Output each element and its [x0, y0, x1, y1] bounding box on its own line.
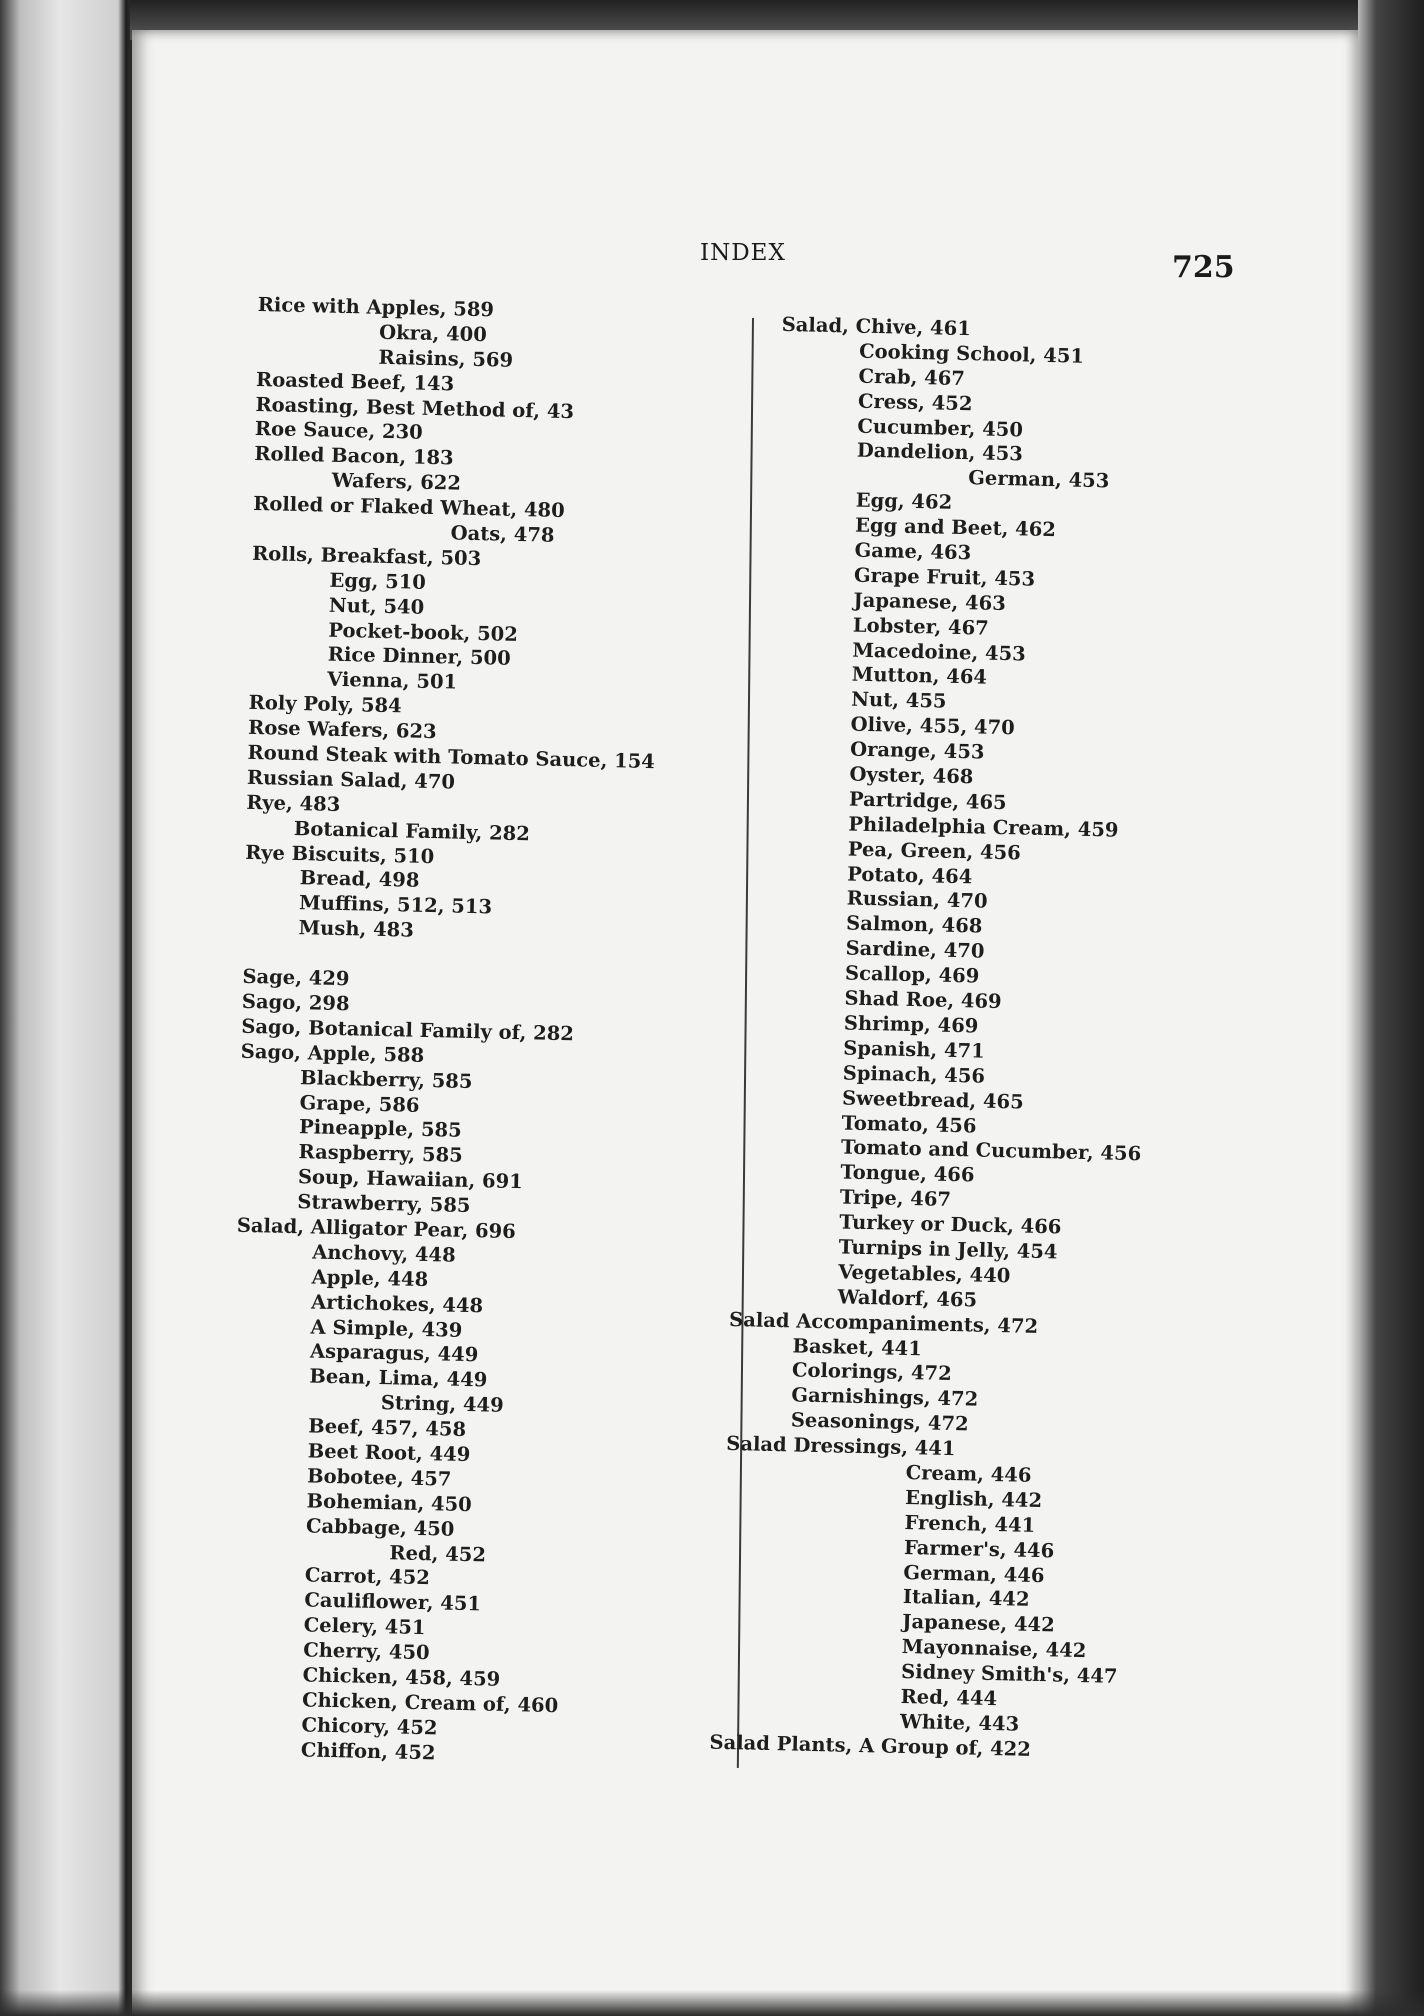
index-entry: Raspberry, 585: [298, 1140, 463, 1168]
index-entry: Beet Root, 449: [307, 1439, 471, 1467]
index-entry: Beef, 457, 458: [308, 1414, 467, 1442]
facing-page-edge: [0, 0, 130, 2016]
index-entry: String, 449: [380, 1391, 504, 1418]
index-entry: Round Steak with Tomato Sauce, 154: [247, 740, 656, 774]
index-entry: Chicken, 458, 459: [302, 1663, 501, 1691]
index-entry: Scallop, 469: [844, 961, 980, 988]
index-entry: Japanese, 463: [853, 588, 1007, 615]
index-entry: Sago, Apple, 588: [240, 1039, 425, 1067]
index-entry: Bread, 498: [299, 866, 420, 893]
index-entry: Rye Biscuits, 510: [245, 840, 435, 868]
index-entry: Lobster, 467: [852, 613, 990, 640]
index-entry: Philadelphia Cream, 459: [848, 812, 1119, 842]
index-entry: Salad, Alligator Pear, 696: [236, 1213, 517, 1244]
index-entry: Chiffon, 452: [300, 1738, 436, 1765]
index-entry: Bean, Lima, 449: [309, 1364, 488, 1392]
index-entry: Garnishings, 472: [791, 1383, 979, 1411]
index-entry: Japanese, 442: [902, 1610, 1055, 1637]
index-entry: Chicken, Cream of, 460: [301, 1688, 559, 1718]
index-entry: Egg, 510: [329, 568, 427, 594]
index-entry: Raisins, 569: [378, 345, 514, 372]
index-entry: Botanical Family, 282: [293, 816, 531, 846]
index-entry: English, 442: [904, 1485, 1043, 1512]
index-entry: Bohemian, 450: [306, 1489, 473, 1516]
index-entry: Celery, 451: [303, 1613, 426, 1640]
index-entry: Nut, 540: [328, 593, 425, 619]
index-entry: Oats, 478: [450, 521, 555, 547]
index-entry: Farmer's, 446: [903, 1535, 1055, 1563]
index-entry: Mayonnaise, 442: [901, 1635, 1087, 1663]
index-entry: Cherry, 450: [302, 1638, 430, 1665]
index-entry: Italian, 442: [902, 1585, 1030, 1612]
index-entry: White, 443: [899, 1709, 1020, 1736]
index-entry: Turkey or Duck, 466: [839, 1210, 1062, 1239]
index-entry: Tripe, 467: [839, 1185, 952, 1212]
index-entry: Tongue, 466: [840, 1160, 975, 1187]
index-entry: Macedoine, 453: [852, 638, 1027, 666]
index-entry: Okra, 400: [378, 320, 488, 347]
index-entry: Rye, 483: [246, 790, 341, 816]
scan-bottom-border: [0, 1990, 1424, 2016]
index-entry: Roasted Beef, 143: [255, 367, 455, 396]
index-entry: Roasting, Best Method of, 43: [255, 392, 575, 423]
index-entry: Sago, Botanical Family of, 282: [241, 1014, 575, 1046]
index-entry: Partridge, 465: [848, 787, 1007, 815]
index-entry: Salad Plants, A Group of, 422: [709, 1730, 1032, 1761]
index-entry: Red, 452: [389, 1540, 487, 1567]
index-entry: Cabbage, 450: [305, 1514, 455, 1541]
index-entry: Pocket-book, 502: [328, 618, 519, 646]
index-entry: Orange, 453: [849, 737, 985, 764]
index-entry: Sage, 429: [242, 964, 350, 991]
index-entry: Rice with Apples, 589: [257, 293, 495, 322]
index-entry: Spinach, 456: [842, 1061, 986, 1088]
index-entry: Vienna, 501: [326, 668, 458, 694]
index-entry: Rolls, Breakfast, 503: [251, 541, 482, 571]
index-entry: Cooking School, 451: [858, 339, 1085, 368]
index-entry: Anchovy, 448: [311, 1240, 456, 1267]
page-right-edge: [1358, 0, 1424, 2016]
index-entry: Rolled Bacon, 183: [254, 442, 454, 470]
index-entry: Roly Poly, 584: [248, 691, 402, 718]
index-entry: Cress, 452: [857, 389, 973, 415]
index-entry: Pineapple, 585: [298, 1115, 462, 1143]
index-entry: Sidney Smith's, 447: [900, 1660, 1118, 1688]
index-column-left: [225, 293, 728, 1772]
index-entry: Wafers, 622: [331, 468, 462, 495]
index-entry: Egg and Beet, 462: [854, 513, 1057, 542]
index-entry: Grape, 586: [299, 1090, 420, 1117]
index-entry: Vegetables, 440: [837, 1260, 1011, 1288]
index-entry: Cucumber, 450: [857, 414, 1024, 441]
index-entry: Sardine, 470: [845, 936, 985, 963]
index-entry: Tomato, 456: [841, 1110, 977, 1138]
index-entry: Basket, 441: [792, 1333, 923, 1360]
index-entry: Sago, 298: [241, 989, 350, 1016]
index-entry: Blackberry, 585: [299, 1065, 473, 1093]
index-entry: A Simple, 439: [310, 1314, 463, 1342]
index-entry: Carrot, 452: [304, 1563, 431, 1590]
index-entry: Cream, 446: [905, 1460, 1032, 1487]
index-column-right: [709, 312, 1172, 1765]
index-entry: Russian, 470: [846, 887, 988, 914]
index-entry: Crab, 467: [858, 364, 966, 390]
page-number: 725: [1172, 250, 1235, 285]
index-entry: Russian Salad, 470: [246, 765, 456, 794]
index-entry: Red, 444: [900, 1684, 998, 1711]
index-entry: German, 446: [903, 1560, 1045, 1587]
index-entry: Salad Accompaniments, 472: [728, 1307, 1039, 1338]
index-entry: German, 453: [968, 466, 1110, 493]
index-entry: Roe Sauce, 230: [254, 417, 424, 445]
index-entry: Apple, 448: [311, 1265, 429, 1291]
index-entry: Shrimp, 469: [843, 1011, 979, 1038]
index-entry: Bobotee, 457: [306, 1464, 452, 1491]
index-entry: Rose Wafers, 623: [247, 716, 437, 744]
index-entry: Salmon, 468: [845, 911, 983, 938]
index-entry: Grape Fruit, 453: [853, 563, 1036, 591]
index-entry: Potato, 464: [847, 862, 973, 888]
index-entry: Strawberry, 585: [297, 1190, 471, 1218]
index-entry: Nut, 455: [850, 687, 947, 714]
index-entry: Muffins, 512, 513: [298, 891, 493, 919]
index-entry: Asparagus, 449: [309, 1339, 479, 1367]
index-entry: Spanish, 471: [843, 1036, 985, 1063]
index-entry: Pea, Green, 456: [847, 837, 1022, 865]
index-entry: Salad, Chive, 461: [781, 312, 972, 341]
index-entry: Seasonings, 472: [790, 1408, 969, 1436]
index-entry: Dandelion, 453: [856, 439, 1024, 466]
index-entry: Salad Dressings, 441: [726, 1432, 956, 1461]
index-entry: Mutton, 464: [851, 663, 988, 690]
index-entry: Oyster, 468: [849, 762, 974, 789]
index-entry: Chicory, 452: [301, 1713, 438, 1740]
index-entry: Cauliflower, 451: [304, 1588, 482, 1616]
index-entry: Turnips in Jelly, 454: [838, 1235, 1058, 1264]
index-entry: Colorings, 472: [791, 1358, 952, 1386]
index-entry: Soup, Hawaiian, 691: [297, 1165, 524, 1194]
running-head: INDEX: [700, 240, 786, 266]
index-entry: Rice Dinner, 500: [327, 643, 511, 671]
index-entry: Sweetbread, 465: [841, 1086, 1024, 1114]
index-entry: French, 441: [904, 1510, 1036, 1537]
index-entry: Shad Roe, 469: [844, 986, 1002, 1014]
index-entry: Tomato and Cucumber, 456: [840, 1135, 1142, 1166]
index-entry: Egg, 462: [855, 488, 953, 515]
index-entry: Olive, 455, 470: [850, 712, 1016, 740]
index-entry: Artichokes, 448: [310, 1290, 484, 1317]
index-entry: Mush, 483: [298, 916, 415, 942]
index-entry: Game, 463: [854, 538, 972, 565]
index-entry: Waldorf, 465: [837, 1285, 978, 1312]
index-entry: Rolled or Flaked Wheat, 480: [252, 492, 565, 523]
